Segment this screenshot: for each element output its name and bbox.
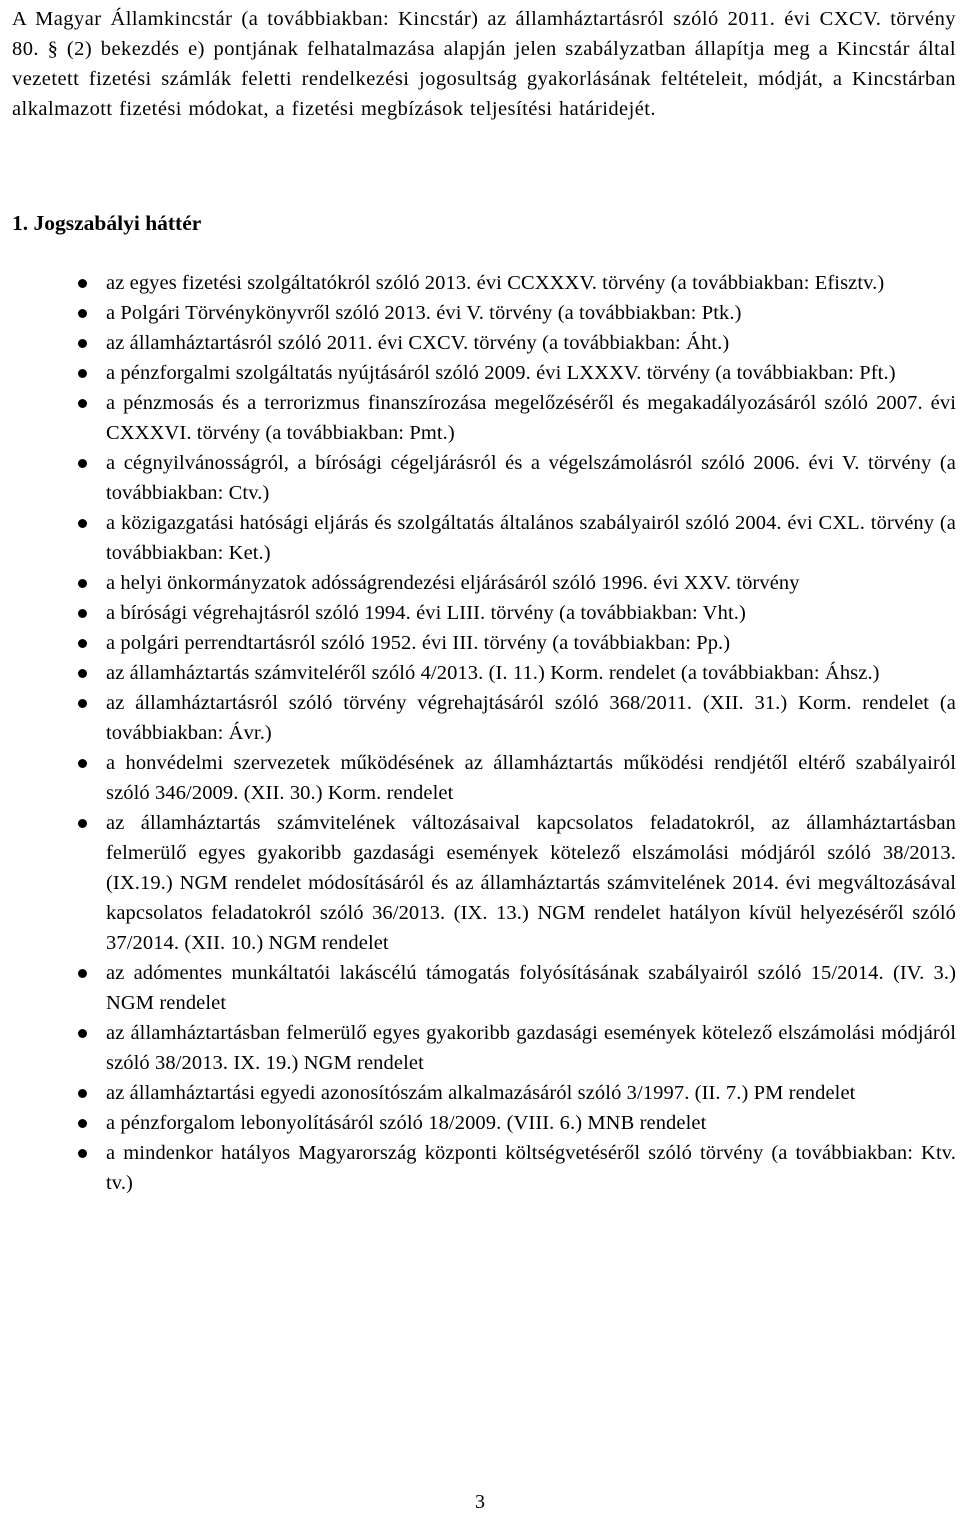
list-item-text: a közigazgatási hatósági eljárás és szolgáltatás általános szabályairól szóló 2004. évi CXL. törvény (a továbbiakban: Ket.) [106, 512, 956, 564]
legal-sources-list [12, 268, 956, 1198]
list-item-text: a pénzmosás és a terrorizmus finanszírozása megelőzéséről és megakadályozásáról szóló 2007. évi CXXXVI. törvény (a továbbiakban: Pmt.) [106, 392, 956, 444]
bullet-icon [78, 969, 87, 978]
intro-paragraph: A Magyar Államkincstár (a továbbiakban: Kincstár) az államháztartásról szóló 2011. évi CXCV. törvény 80. § (2) bekezdés e) pontjának felhatalmazása alapján jelen szabályzatban állapítja meg a Kincstár által vezetett fizetési számlák feletti rendelkezési jogosultság gyakorlásának feltételeit, módját, a Kincstárban alkalmazott fizetési módokat, a fizetési megbízások teljesítési határidejét. [12, 8, 956, 120]
list-item-text: az egyes fizetési szolgáltatókról szóló 2013. évi CCXXXV. törvény (a továbbiakban: Efisztv.) [106, 272, 885, 294]
bullet-icon [78, 519, 87, 528]
bullet-icon [78, 399, 87, 408]
list-item-text: a honvédelmi szervezetek működésének az államháztartás működési rendjétől eltérő szabályairól szóló 346/2009. (XII. 30.) Korm. rendelet [106, 752, 956, 804]
bullet-icon [78, 1149, 87, 1158]
list-item [12, 628, 956, 658]
list-item-text: az államháztartás számviteléről szóló 4/2013. (I. 11.) Korm. rendelet (a továbbiakban: Áhsz.) [106, 662, 880, 684]
bullet-icon [78, 1089, 87, 1098]
list-item-text: a mindenkor hatályos Magyarország központi költségvetéséről szóló törvény (a továbbiakban: Ktv. tv.) [106, 1142, 956, 1194]
list-item-text: a pénzforgalmi szolgáltatás nyújtásáról szóló 2009. évi LXXXV. törvény (a továbbiakban: Pft.) [106, 362, 896, 384]
list-item [12, 1018, 956, 1078]
list-item [12, 508, 956, 568]
list-item [12, 808, 956, 958]
list-item [12, 748, 956, 808]
list-item [12, 1108, 956, 1138]
list-item-text: a Polgári Törvénykönyvről szóló 2013. évi V. törvény (a továbbiakban: Ptk.) [106, 302, 742, 324]
list-item [12, 958, 956, 1018]
list-item-text: az államháztartásról szóló 2011. évi CXCV. törvény (a továbbiakban: Áht.) [106, 332, 730, 354]
page-number: 3 [475, 1491, 485, 1513]
bullet-icon [78, 1119, 87, 1128]
document-page [12, 4, 956, 1194]
list-item [12, 1138, 956, 1198]
bullet-icon [78, 669, 87, 678]
bullet-icon [78, 279, 87, 288]
list-item [12, 328, 956, 358]
bullet-icon [78, 459, 87, 468]
bullet-icon [78, 1029, 87, 1038]
list-item [12, 1078, 956, 1108]
bullet-icon [78, 369, 87, 378]
bullet-icon [78, 639, 87, 648]
bullet-icon [78, 819, 87, 828]
list-item-text: a pénzforgalom lebonyolításáról szóló 18/2009. (VIII. 6.) MNB rendelet [106, 1112, 707, 1134]
list-item-text: a cégnyilvánosságról, a bírósági cégeljárásról és a végelszámolásról szóló 2006. évi V. törvény (a továbbiakban: Ctv.) [106, 452, 956, 504]
list-item-text: a bírósági végrehajtásról szóló 1994. évi LIII. törvény (a továbbiakban: Vht.) [106, 602, 746, 624]
list-item-text: az államháztartásról szóló törvény végrehajtásáról szóló 368/2011. (XII. 31.) Korm. rendelet (a továbbiakban: Ávr.) [106, 692, 956, 744]
bullet-icon [78, 339, 87, 348]
list-item [12, 298, 956, 328]
list-item [12, 388, 956, 448]
list-item-text: az adómentes munkáltatói lakáscélú támogatás folyósításának szabályairól szóló 15/2014. (IV. 3.) NGM rendelet [106, 962, 956, 1014]
list-item [12, 358, 956, 388]
bullet-icon [78, 309, 87, 318]
list-item [12, 268, 956, 298]
section-heading: 1. Jogszabályi háttér [12, 211, 202, 235]
bullet-icon [78, 609, 87, 618]
list-item [12, 568, 956, 598]
list-item [12, 598, 956, 628]
list-item-text: a helyi önkormányzatok adósságrendezési eljárásáról szóló 1996. évi XXV. törvény [106, 572, 800, 594]
list-item-text: az államháztartás számvitelének változásaival kapcsolatos feladatokról, az államháztartásban felmerülő egyes gyakoribb gazdasági események kötelező elszámolási módjáról szóló 38/2013. (IX.19.) NGM rendelet módosításáról és az államháztartás számvitelének 2014. évi megváltozásával kapcsolatos feladatokról szóló 36/2013. (IX. 13.) NGM rendelet hatályon kívül helyezéséről szóló 37/2014. (XII. 10.) NGM rendelet [106, 812, 956, 954]
list-item [12, 658, 956, 688]
list-item-text: az államháztartási egyedi azonosítószám alkalmazásáról szóló 3/1997. (II. 7.) PM rendelet [106, 1082, 856, 1104]
bullet-icon [78, 759, 87, 768]
bullet-icon [78, 699, 87, 708]
list-item [12, 688, 956, 748]
list-item [12, 448, 956, 508]
list-item-text: a polgári perrendtartásról szóló 1952. évi III. törvény (a továbbiakban: Pp.) [106, 632, 731, 654]
bullet-icon [78, 579, 87, 588]
list-item-text: az államháztartásban felmerülő egyes gyakoribb gazdasági események kötelező elszámolási módjáról szóló 38/2013. IX. 19.) NGM rendelet [106, 1022, 956, 1074]
